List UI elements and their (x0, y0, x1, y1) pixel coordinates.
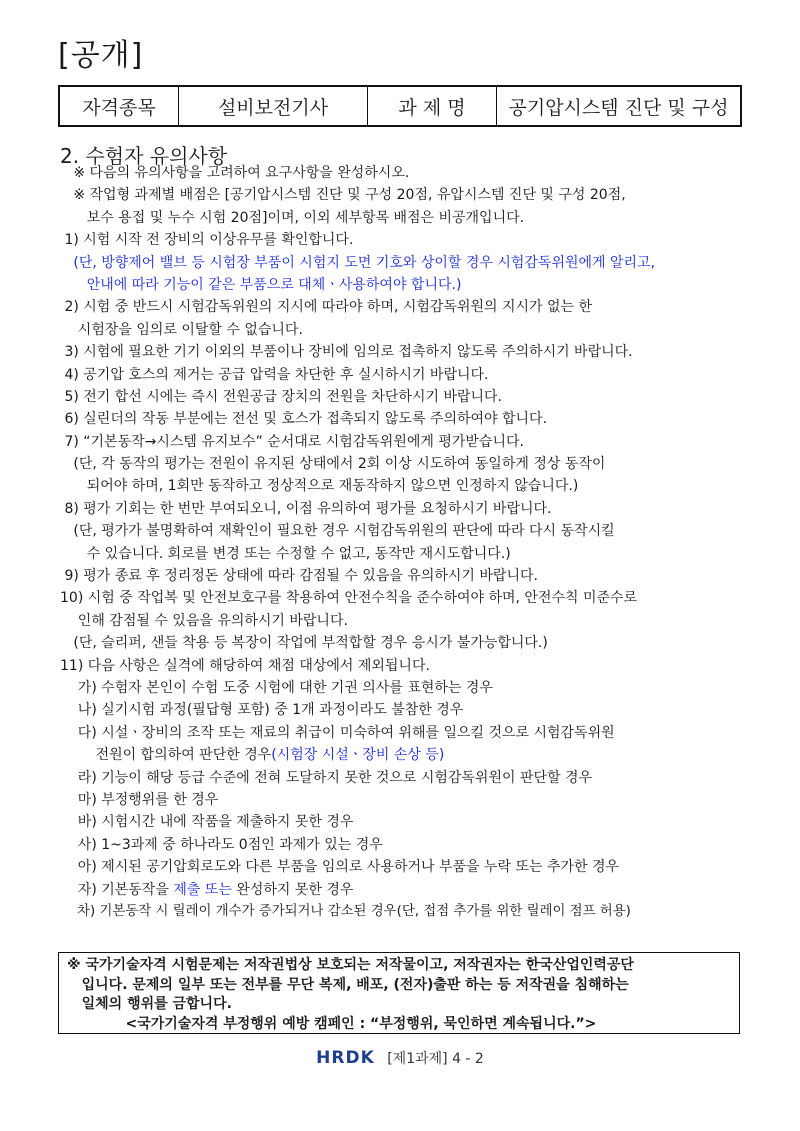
note-line: 8) 평가 기회는 한 번만 부여되오니, 이점 유의하여 평가를 요청하시기 바랍니다. (60, 500, 552, 517)
copyright-notice (58, 952, 740, 1034)
page-footer (0, 1048, 800, 1068)
note-line: 나) 실기시험 과정(필답형 포함) 중 1개 과정이라도 불참한 경우 (60, 702, 464, 719)
note-line: 9) 평가 종료 후 정리정돈 상태에 따라 감점될 수 있음을 유의하시기 바랍니다. (60, 568, 538, 585)
notice-line: 입니다. 문제의 일부 또는 전부를 무단 복제, 배포, (전자)출판 하는 등 저작권을 침해하는 (67, 976, 629, 993)
note-line: 7) “기본동작→시스템 유지보수” 순서대로 시험감독위원에게 평가받습니다. (60, 433, 524, 450)
notice-line: ※ 국가기술자격 시험문제는 저작권법상 보호되는 저작물이고, 저작권자는 한국산업인력공단 (67, 957, 634, 973)
task-name-label: 과 제 명 (368, 86, 497, 126)
note-line-text: 자) 기본동작을 (60, 881, 174, 898)
notice-line: <국가기술자격 부정행위 예방 캠페인 : “부정행위, 묵인하면 계속됩니다.”> (67, 1015, 597, 1032)
note-line: 차) 기본동작 시 릴레이 개수가 증가되거나 감소된 경우(단, 접점 추가를 위한 릴레이 점프 허용) (60, 903, 631, 919)
exam-info-table (58, 85, 742, 127)
note-line: 5) 전기 합선 시에는 즉시 전원공급 장치의 전원을 차단하시기 바랍니다. (60, 388, 502, 405)
note-line: 11) 다음 사항은 실격에 해당하여 채점 대상에서 제외됩니다. (60, 657, 430, 674)
note-line: (단, 슬리퍼, 샌들 착용 등 복장이 작업에 부적합할 경우 응시가 불가능합니다.) (60, 635, 548, 652)
note-line: 시험장을 임의로 이탈할 수 없습니다. (60, 321, 303, 338)
note-line-highlight: (시험장 시설ㆍ장비 손상 등) (271, 747, 445, 764)
hrdk-logo: HRDK (316, 1048, 375, 1068)
section-title: 2. 수험자 유의사항 (60, 144, 228, 168)
note-line: 사) 1~3과제 중 하나라도 0점인 과제가 있는 경우 (60, 836, 383, 853)
qualification-value: 설비보전기사 (179, 86, 368, 126)
public-tag: [공개] (58, 38, 144, 73)
page-number: [제1과제] 4 - 2 (387, 1051, 484, 1067)
note-line-text: 전원이 합의하여 판단한 경우 (60, 747, 272, 764)
note-line: 다) 시설ㆍ장비의 조작 또는 재료의 취급이 미숙하여 위해를 일으킬 것으로 시험감독위원 (60, 724, 615, 741)
note-line: ※ 다음의 유의사항을 고려하여 요구사항을 완성하시오. (60, 165, 410, 181)
note-line-highlight: 제출 또는 (173, 881, 232, 898)
notice-line: 일체의 행위를 금합니다. (67, 996, 232, 1012)
note-line: 바) 시험시간 내에 작품을 제출하지 못한 경우 (60, 814, 354, 831)
note-line: 안내에 따라 기능이 같은 부품으로 대체ㆍ사용하여야 합니다.) (60, 276, 462, 293)
note-line: ※ 작업형 과제별 배점은 [공기압시스템 진단 및 구성 20점, 유압시스템 진단 및 구성 20점, (60, 187, 626, 204)
note-line: 1) 시험 시작 전 장비의 이상유무를 확인합니다. (60, 232, 354, 249)
notes-body (60, 162, 750, 923)
note-line: (단, 각 동작의 평가는 전원이 유지된 상태에서 2회 이상 시도하여 동일하게 정상 동작이 (60, 456, 606, 473)
note-line: 인해 감점될 수 있음을 유의하시기 바랍니다. (60, 612, 348, 629)
qualification-label: 자격종목 (59, 86, 179, 126)
note-line: 수 있습니다. 회로를 변경 또는 수정할 수 없고, 동작만 재시도합니다.) (60, 545, 511, 562)
note-line: (단, 평가가 불명확하여 재확인이 필요한 경우 시험감독위원의 판단에 따라 다시 동작시킬 (60, 523, 615, 540)
note-line: 되어야 하며, 1회만 동작하고 정상적으로 재동작하지 않으면 인정하지 않습니다.) (60, 478, 579, 495)
note-line: 마) 부정행위를 한 경우 (60, 791, 219, 808)
note-line-text: 완성하지 못한 경우 (231, 881, 354, 898)
note-line: 4) 공기압 호스의 제거는 공급 압력을 차단한 후 실시하시기 바랍니다. (60, 366, 489, 383)
note-line: 가) 수험자 본인이 수험 도중 시험에 대한 기권 의사를 표현하는 경우 (60, 679, 493, 696)
note-line: (단, 방향제어 밸브 등 시험장 부품이 시험지 도면 기호와 상이할 경우 시험감독위원에게 알리고, (60, 254, 656, 271)
task-name-value: 공기압시스템 진단 및 구성 (497, 86, 742, 126)
note-line: 6) 실린더의 작동 부분에는 전선 및 호스가 접촉되지 않도록 주의하여야 합니다. (60, 411, 548, 428)
note-line: 라) 기능이 해당 등급 수준에 전혀 도달하지 못한 것으로 시험감독위원이 판단할 경우 (60, 769, 593, 786)
note-line: 아) 제시된 공기압회로도와 다른 부품을 임의로 사용하거나 부품을 누락 또는 추가한 경우 (60, 859, 620, 876)
note-line: 2) 시험 중 반드시 시험감독위원의 지시에 따라야 하며, 시험감독위원의 지시가 없는 한 (60, 299, 593, 316)
note-line: 3) 시험에 필요한 기기 이외의 부품이나 장비에 임의로 접촉하지 않도록 주의하시기 바랍니다. (60, 344, 633, 361)
note-line (60, 879, 750, 901)
note-line: 10) 시험 중 작업복 및 안전보호구를 착용하여 안전수칙을 준수하여야 하며, 안전수칙 미준수로 (60, 590, 638, 607)
note-line (60, 744, 750, 766)
note-line: 보수 용접 및 누수 시험 20점]이며, 이외 세부항목 배점은 비공개입니다. (60, 209, 525, 226)
